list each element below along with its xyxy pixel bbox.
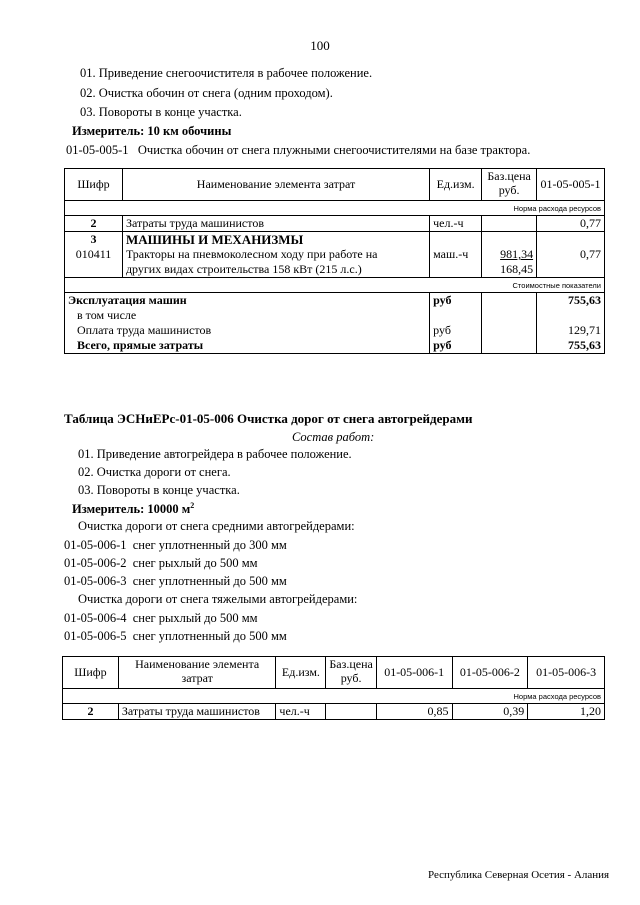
measure-label: Измеритель: 10000 $м^2$ — [72, 501, 195, 517]
norm-line: 01-05-006-3 снег уплотненный до 500 мм — [64, 574, 287, 588]
row-name: МАШИНЫ И МЕХАНИЗМЫ — [122, 232, 429, 248]
composition-label: Состав работ: — [292, 430, 375, 444]
row-code: 2 — [65, 216, 123, 232]
resource-table-1 — [64, 168, 605, 354]
norm-line: 01-05-006-4 снег рыхлый до 500 мм — [64, 611, 258, 625]
header-norm: 01-05-006-2 — [452, 657, 528, 689]
cost-row-name: Всего, прямые затраты — [65, 338, 430, 354]
resource-table-2 — [62, 656, 605, 720]
row-name: Тракторы на пневмоколесном ходу при работе на других видах строительства 158 кВт (215 л.с.) — [122, 247, 429, 278]
row-value: 0,77 — [537, 247, 605, 278]
header-norm: 01-05-006-3 — [528, 657, 605, 689]
cost-row-name: Оплата труда машинистов — [65, 323, 430, 338]
row-code: 3 — [65, 232, 123, 248]
group-title: Очистка дороги от снега средними автогрейдерами: — [78, 519, 355, 533]
work-item: 01. Приведение автогрейдера в рабочее положение. — [78, 447, 352, 461]
header-norm: 01-05-005-1 — [537, 169, 605, 201]
norm-label: Норма расхода ресурсов — [513, 204, 601, 213]
norm-title: Очистка обочин от снега плужными снегоочистителями на базе трактора. — [137, 143, 531, 157]
row-unit: маш.-ч — [430, 247, 482, 278]
norm-label: Норма расхода ресурсов — [513, 692, 601, 701]
row-price — [326, 704, 376, 720]
header-name: Наименование элемента затрат — [118, 657, 276, 689]
row-name: Затраты труда машинистов — [122, 216, 429, 232]
cost-row-unit: руб — [430, 293, 482, 309]
header-unit: Ед.изм. — [430, 169, 482, 201]
cost-row-name: Эксплуатация машин — [65, 293, 430, 309]
row-unit: чел.-ч — [430, 216, 482, 232]
header-unit: Ед.изм. — [276, 657, 326, 689]
group-title: Очистка дороги от снега тяжелыми автогрейдерами: — [78, 592, 358, 606]
cost-row-unit: руб — [430, 323, 482, 338]
row-unit: чел.-ч — [276, 704, 326, 720]
cost-row-value: 129,71 — [537, 323, 605, 338]
cost-label: Стоимостные показатели — [512, 281, 601, 290]
row-code: 2 — [63, 704, 119, 720]
work-item: 02. Очистка дороги от снега. — [78, 465, 231, 479]
header-code: Шифр — [63, 657, 119, 689]
work-item: 03. Повороты в конце участка. — [80, 105, 242, 119]
norm-line: 01-05-006-2 снег рыхлый до 500 мм — [64, 556, 258, 570]
row-name: Затраты труда машинистов — [118, 704, 276, 720]
cost-row-name: в том числе — [65, 308, 430, 323]
work-item: 02. Очистка обочин от снега (одним проходом). — [80, 86, 333, 100]
page-number: 100 — [310, 38, 330, 53]
row-value: 0,77 — [537, 216, 605, 232]
header-code: Шифр — [65, 169, 123, 201]
cost-row-unit: руб — [430, 338, 482, 354]
header-name: Наименование элемента затрат — [122, 169, 429, 201]
work-item: 01. Приведение снегоочистителя в рабочее положение. — [80, 66, 373, 80]
work-item: 03. Повороты в конце участка. — [78, 483, 240, 497]
row-value: 0,39 — [452, 704, 528, 720]
header-norm: 01-05-006-1 — [376, 657, 452, 689]
row-code: 010411 — [65, 247, 123, 278]
measure-label: Измеритель: 10 км обочины — [72, 124, 232, 138]
norm-code: 01-05-005-1 — [66, 143, 129, 157]
row-price — [482, 216, 537, 232]
row-value: 1,20 — [528, 704, 605, 720]
table-title: Таблица ЭСНиЕРс-01-05-006 Очистка дорог от снега автогрейдерами — [64, 411, 473, 426]
cost-row-value: 755,63 — [537, 338, 605, 354]
norm-heading — [66, 143, 530, 158]
cost-row-value: 755,63 — [537, 293, 605, 309]
footer-region: Республика Северная Осетия - Алания — [428, 869, 610, 881]
row-value: 0,85 — [376, 704, 452, 720]
norm-line: 01-05-006-1 снег уплотненный до 300 мм — [64, 538, 287, 552]
header-price: Баз.цена руб. — [482, 169, 537, 201]
header-price: Баз.цена руб. — [326, 657, 376, 689]
row-price: 981,34 168,45 — [482, 247, 537, 278]
norm-line: 01-05-006-5 снег уплотненный до 500 мм — [64, 629, 287, 643]
